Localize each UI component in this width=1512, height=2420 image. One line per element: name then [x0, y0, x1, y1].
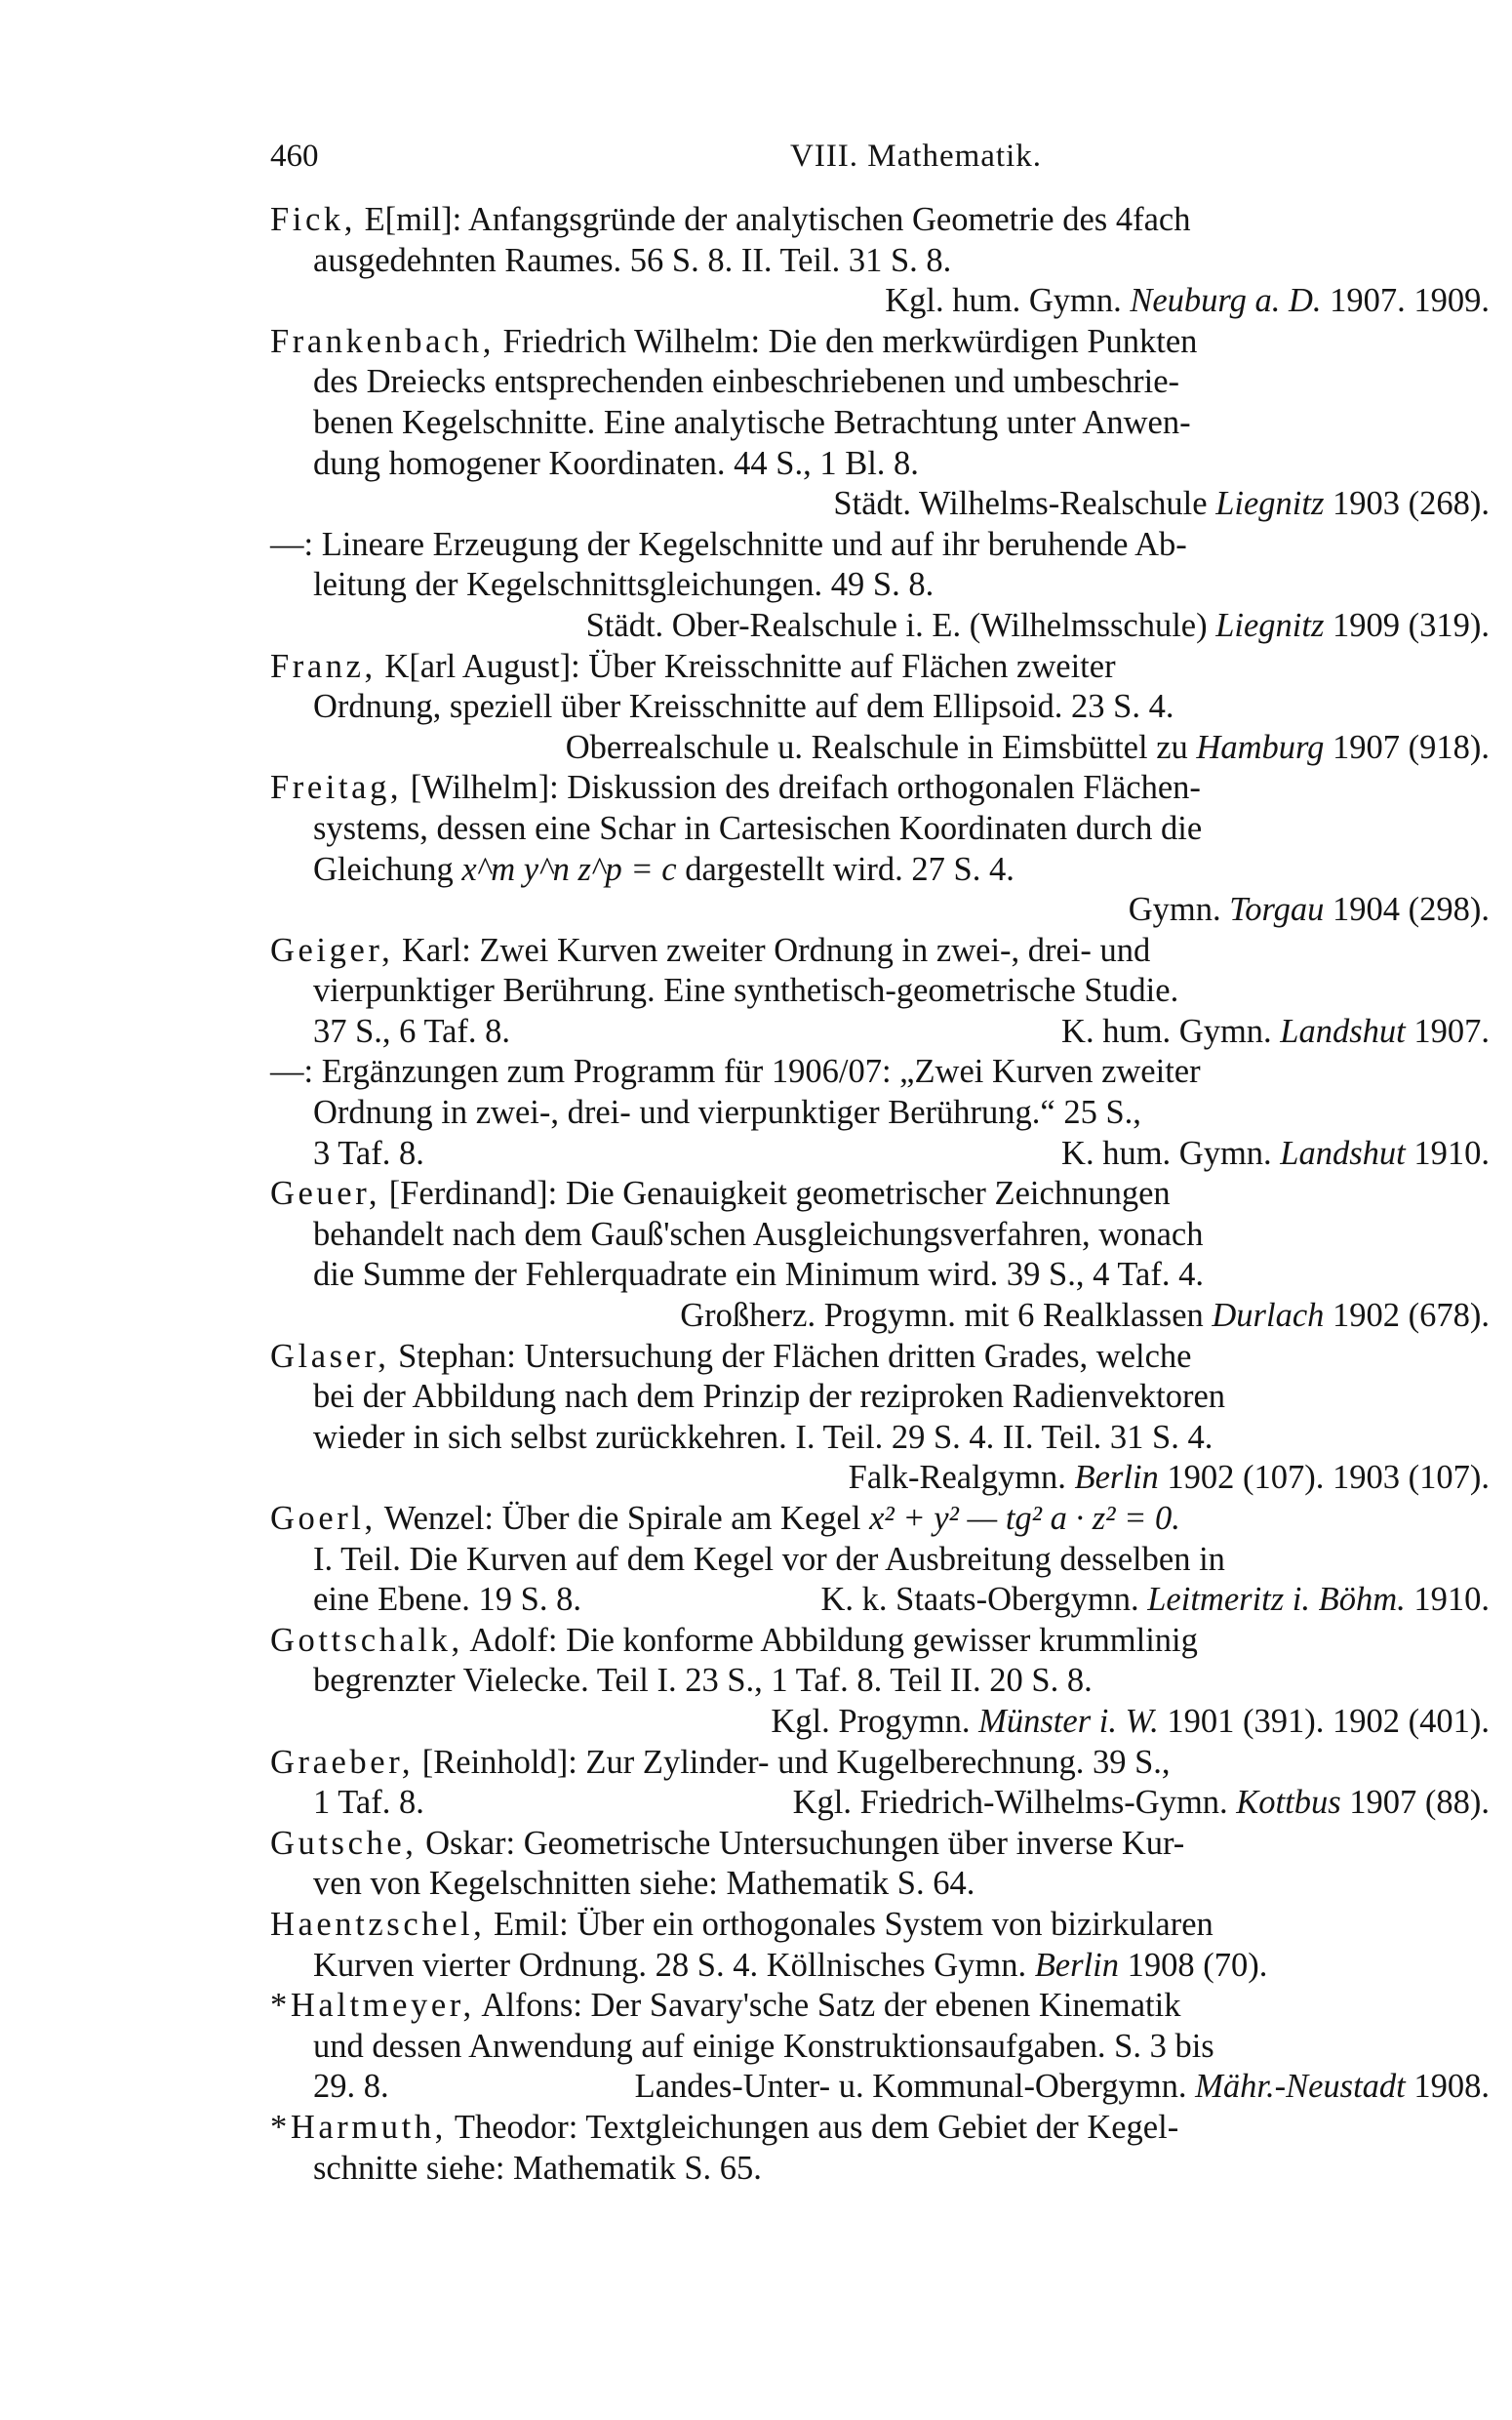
- entry-source: K. hum. Gymn. Landshut 1910.: [1061, 1134, 1490, 1172]
- bibliography-entry: *Harmuth, Theodor: Textgleichungen aus dem Gebiet der Kegel- schnitte siehe: Mathematik S. 65.: [270, 2108, 1179, 2187]
- bibliography-entry: *Haltmeyer, Alfons: Der Savary'sche Satz der ebenen Kinematik und dessen Anwendung auf einige Konstruktionsaufgaben. S. 3 bis 29. 8. Landes-Unter- u. Kommunal-Obergymn. Mähr.-Neustadt 1908.: [270, 1986, 1490, 2108]
- entry-author: Goerl,: [270, 1500, 377, 1537]
- entry-author: Freitag,: [270, 769, 403, 807]
- bibliography-entry: Gottschalk, Adolf: Die konforme Abbildung gewisser krummlinig begrenzter Vielecke. Teil I. 23 S., 1 Taf. 8. Teil II. 20 S. 8. Kgl. Progymn. Münster i. W. 1901 (391). 1902 (401).: [270, 1621, 1490, 1743]
- bibliography-entry: Geuer, [Ferdinand]: Die Genauigkeit geometrischer Zeichnungen behandelt nach dem Gauß'schen Ausgleichungsverfahren, wonach die Summe der Fehlerquadrate ein Minimum wird. 39 S., 4 Taf. 4. Großherz. Progymn. mit 6 Realklassen Durlach 1902 (678).: [270, 1174, 1490, 1336]
- entry-author: Haentzschel,: [270, 1905, 486, 1943]
- entry-source: K. hum. Gymn. Landshut 1907.: [1061, 1012, 1490, 1050]
- bibliography-entry: Frankenbach, Friedrich Wilhelm: Die den merkwürdigen Punkten des Dreiecks entsprechenden einbeschriebenen und umbeschrie- benen Kegelschnitte. Eine analytische Betrachtung unter Anwen- dung homogener Koordinaten. 44 S., 1 Bl. 8. Städt. Wilhelms-Realschule Liegnitz 1903 (268).: [270, 322, 1490, 525]
- page-header: [270, 137, 1490, 176]
- bibliography-entry: —: Lineare Erzeugung der Kegelschnitte und auf ihr beruhende Ab- leitung der Kegelschnittsgleichungen. 49 S. 8. Städt. Ober-Realschule i. E. (Wilhelmsschule) Liegnitz 1909 (319).: [270, 525, 1490, 647]
- entry-author: Glaser,: [270, 1337, 390, 1375]
- entry-source: Großherz. Progymn. mit 6 Realklassen Durlach 1902 (678).: [680, 1297, 1490, 1335]
- entry-source: Oberrealschule u. Realschule in Eimsbüttel zu Hamburg 1907 (918).: [565, 728, 1490, 766]
- entry-source: Kgl. hum. Gymn. Neuburg a. D. 1907. 1909.: [885, 282, 1490, 320]
- entry-author: Gottschalk,: [270, 1621, 463, 1659]
- entry-author: Franz,: [270, 647, 377, 685]
- entry-source: Falk-Realgymn. Berlin 1902 (107). 1903 (107).: [848, 1459, 1490, 1497]
- entry-author: Frankenbach,: [270, 322, 496, 360]
- entry-author: Graeber,: [270, 1743, 415, 1781]
- bibliography-entry: Fick, E[mil]: Anfangsgründe der analytischen Geometrie des 4fach ausgedehnten Raumes. 56 S. 8. II. Teil. 31 S. 8. Kgl. hum. Gymn. Neuburg a. D. 1907. 1909.: [270, 200, 1490, 322]
- bibliography-entry: —: Ergänzungen zum Programm für 1906/07: „Zwei Kurven zweiter Ordnung in zwei-, drei- und vierpunktiger Berührung.“ 25 S., 3 Taf. 8. K. hum. Gymn. Landshut 1910.: [270, 1052, 1490, 1174]
- entry-source: K. k. Staats-Obergymn. Leitmeritz i. Böhm. 1910.: [820, 1581, 1490, 1619]
- bibliography-entry: Haentzschel, Emil: Über ein orthogonales System von bizirkularen Kurven vierter Ordnung. 28 S. 4. Köllnisches Gymn. Berlin 1908 (70).: [270, 1905, 1268, 1984]
- bibliography-entry: Geiger, Karl: Zwei Kurven zweiter Ordnung in zwei-, drei- und vierpunktiger Berührung. Eine synthetisch-geometrische Studie. 37 S., 6 Taf. 8. K. hum. Gymn. Landshut 1907.: [270, 931, 1490, 1053]
- bibliography-entry: Graeber, [Reinhold]: Zur Zylinder- und Kugelberechnung. 39 S., 1 Taf. 8. Kgl. Friedrich-Wilhelms-Gymn. Kottbus 1907 (88).: [270, 1743, 1490, 1824]
- bibliography-entry: Glaser, Stephan: Untersuchung der Flächen dritten Grades, welche bei der Abbildung nach dem Prinzip der reziproken Radienvektoren wieder in sich selbst zurückkehren. I. Teil. 29 S. 4. II. Teil. 31 S. 4. Falk-Realgymn. Berlin 1902 (107). 1903 (107).: [270, 1337, 1490, 1499]
- equation: x² + y² — tg² a · z² = 0.: [869, 1500, 1180, 1537]
- entry-source: Kgl. Progymn. Münster i. W. 1901 (391). 1902 (401).: [771, 1702, 1490, 1740]
- bibliography-entry: Franz, K[arl August]: Über Kreisschnitte auf Flächen zweiter Ordnung, speziell über Kreisschnitte auf dem Ellipsoid. 23 S. 4. Oberrealschule u. Realschule in Eimsbüttel zu Hamburg 1907 (918).: [270, 647, 1490, 769]
- entry-source: Städt. Ober-Realschule i. E. (Wilhelmsschule) Liegnitz 1909 (319).: [585, 606, 1490, 644]
- entry-author: Geuer,: [270, 1175, 381, 1213]
- page-number: 460: [270, 139, 319, 174]
- running-head: VIII. Mathematik.: [790, 139, 1043, 174]
- equation: x^m y^n z^p = c: [461, 850, 677, 888]
- entry-source: Landes-Unter- u. Kommunal-Obergymn. Mähr.-Neustadt 1908.: [634, 2068, 1490, 2106]
- bibliography-entry: Goerl, Wenzel: Über die Spirale am Kegel x² + y² — tg² a · z² = 0. I. Teil. Die Kurven auf dem Kegel vor der Ausbreitung desselben in eine Ebene. 19 S. 8. K. k. Staats-Obergymn. Leitmeritz i. Böhm. 1910.: [270, 1499, 1490, 1621]
- bibliography-entry: Gutsche, Oskar: Geometrische Untersuchungen über inverse Kur- ven von Kegelschnitten siehe: Mathematik S. 64.: [270, 1824, 1185, 1903]
- entry-source: Gymn. Torgau 1904 (298).: [1128, 891, 1490, 929]
- entry-author: Fick,: [270, 201, 356, 238]
- entry-author: *Haltmeyer,: [270, 1987, 475, 2025]
- bibliography-list: [270, 200, 1490, 2189]
- bibliography-entry: Freitag, [Wilhelm]: Diskussion des dreifach orthogonalen Flächen- systems, dessen eine Schar in Cartesischen Koordinaten durch die Gleichung x^m y^n z^p = c dargestellt wird. 27 S. 4. Gymn. Torgau 1904 (298).: [270, 768, 1490, 930]
- entry-source: Städt. Wilhelms-Realschule Liegnitz 1903 (268).: [833, 485, 1490, 523]
- entry-author: *Harmuth,: [270, 2108, 447, 2146]
- entry-author: Geiger,: [270, 931, 394, 969]
- entry-author: Gutsche,: [270, 1824, 418, 1862]
- entry-source: Kgl. Friedrich-Wilhelms-Gymn. Kottbus 1907 (88).: [792, 1784, 1490, 1822]
